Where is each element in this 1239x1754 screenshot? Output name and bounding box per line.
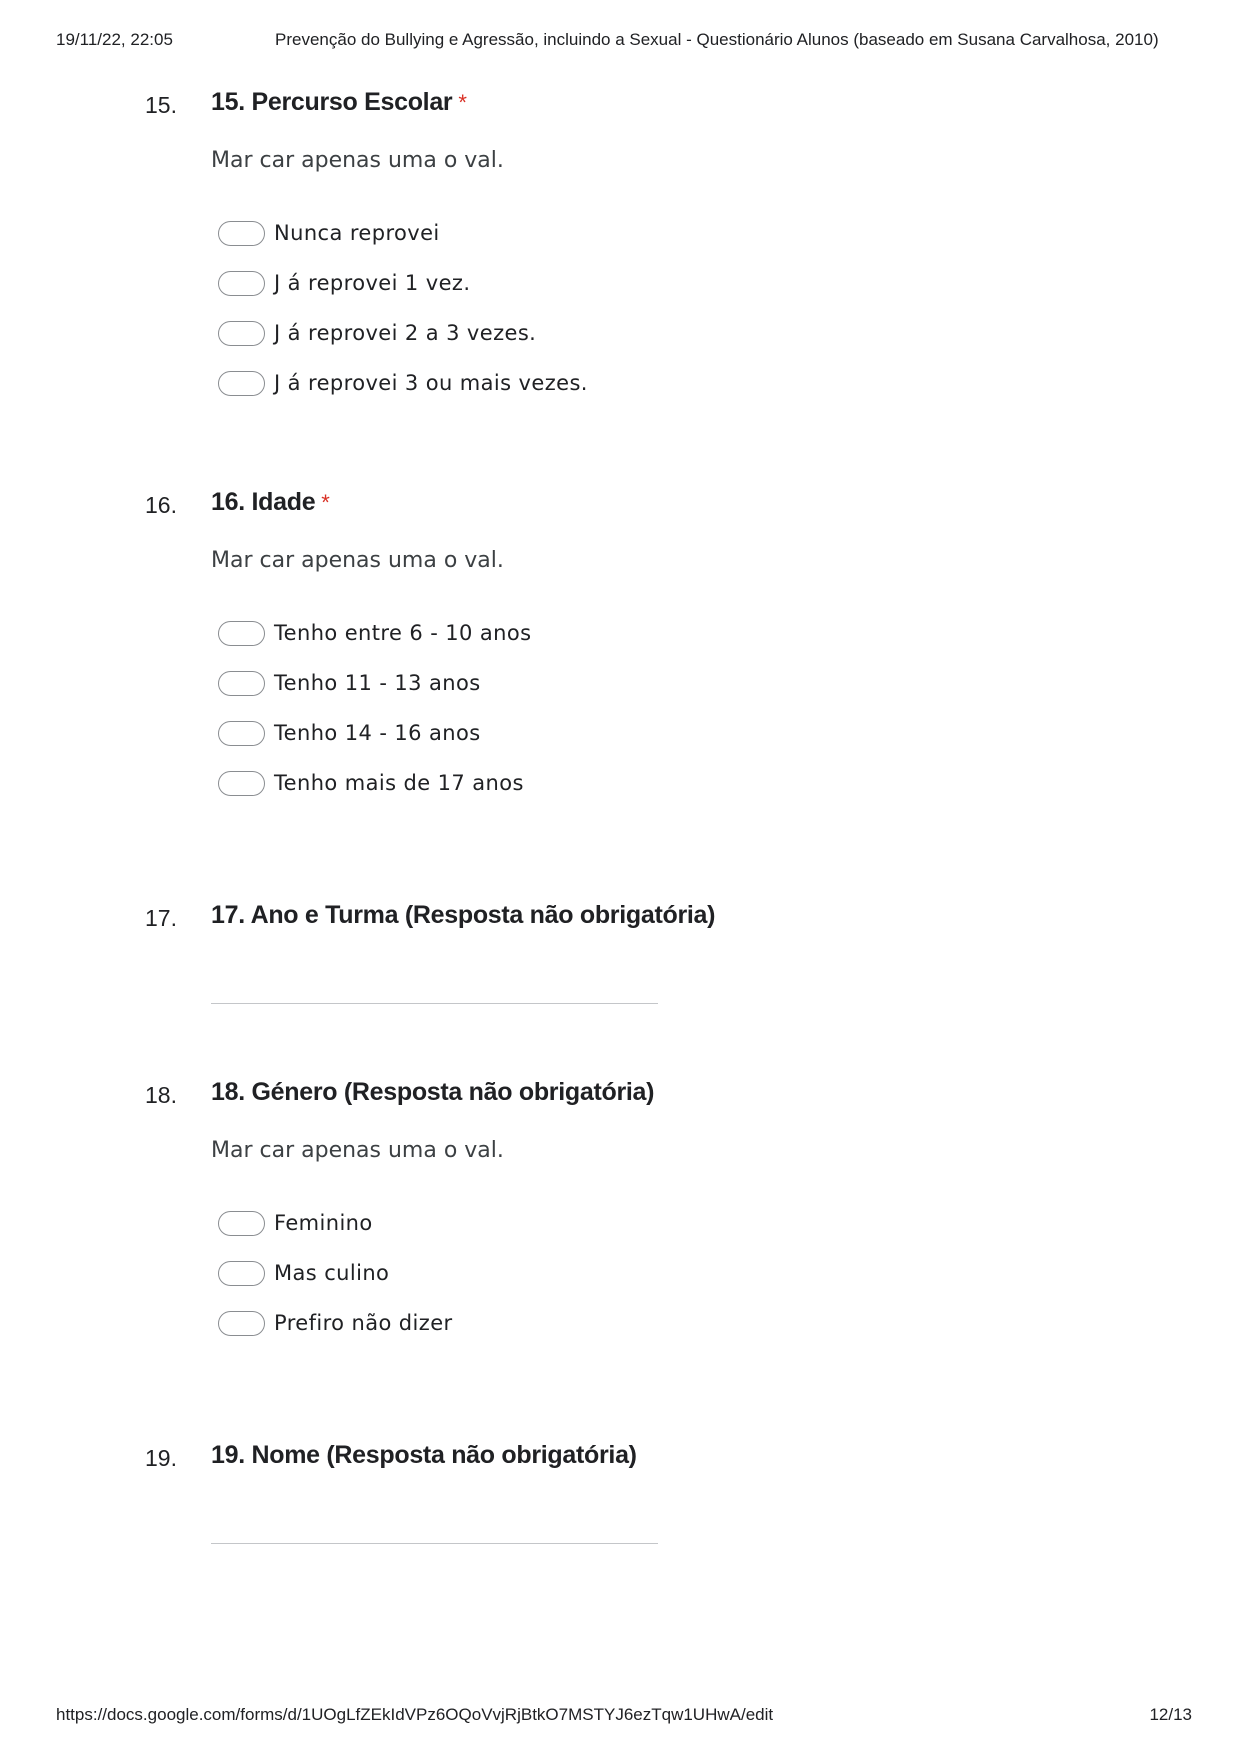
question-number: 18.: [145, 1082, 177, 1108]
radio-button[interactable]: [218, 321, 265, 346]
option-label: Mas culino: [274, 1261, 390, 1285]
option-list: [218, 1198, 453, 1348]
option-label: Prefiro não dizer: [274, 1311, 453, 1335]
question-title: 19. Nome (Resposta não obrigatória): [211, 1441, 637, 1469]
question-number: 17.: [145, 905, 177, 931]
option-item[interactable]: [218, 358, 588, 408]
radio-button[interactable]: [218, 1211, 265, 1236]
question-title: 17. Ano e Turma (Resposta não obrigatória): [211, 901, 716, 929]
question-hint: Mar car apenas uma o val.: [211, 148, 504, 173]
question-hint: Mar car apenas uma o val.: [211, 548, 504, 573]
option-item[interactable]: [218, 1198, 453, 1248]
required-asterisk: *: [321, 490, 330, 515]
footer-url: https://docs.google.com/forms/d/1UOgLfZEkIdVPz6OQoVvjRjBtkO7MSTYJ6ezTqw1UHwA/edit: [56, 1705, 774, 1724]
option-label: Tenho 14 - 16 anos: [274, 721, 481, 745]
option-item[interactable]: [218, 1298, 453, 1348]
short-answer-field[interactable]: [211, 1003, 658, 1004]
option-label: J á reprovei 2 a 3 vezes.: [274, 321, 537, 345]
question-title: 18. Género (Resposta não obrigatória): [211, 1078, 655, 1106]
option-item[interactable]: [218, 758, 531, 808]
question-title: 15. Percurso Escolar *: [211, 88, 467, 116]
option-item[interactable]: [218, 1248, 453, 1298]
option-label: Tenho mais de 17 anos: [274, 771, 524, 795]
radio-button[interactable]: [218, 1311, 265, 1336]
option-label: Feminino: [274, 1211, 373, 1235]
option-item[interactable]: [218, 208, 588, 258]
radio-button[interactable]: [218, 371, 265, 396]
option-list: [218, 608, 531, 808]
question-number: 19.: [145, 1445, 177, 1471]
radio-button[interactable]: [218, 271, 265, 296]
option-label: Tenho 11 - 13 anos: [274, 671, 481, 695]
option-label: J á reprovei 3 ou mais vezes.: [274, 371, 588, 395]
option-item[interactable]: [218, 308, 588, 358]
required-asterisk: *: [458, 90, 467, 115]
radio-button[interactable]: [218, 771, 265, 796]
question-number: 16.: [145, 492, 177, 518]
option-label: Tenho entre 6 - 10 anos: [274, 621, 532, 645]
page-number: 12/13: [1149, 1705, 1192, 1724]
question-hint: Mar car apenas uma o val.: [211, 1138, 504, 1163]
option-label: J á reprovei 1 vez.: [274, 271, 471, 295]
radio-button[interactable]: [218, 221, 265, 246]
radio-button[interactable]: [218, 621, 265, 646]
option-label: Nunca reprovei: [274, 221, 440, 245]
radio-button[interactable]: [218, 1261, 265, 1286]
option-item[interactable]: [218, 658, 531, 708]
question-title: 16. Idade *: [211, 488, 330, 516]
option-item[interactable]: [218, 708, 531, 758]
question-number: 15.: [145, 92, 177, 118]
short-answer-field[interactable]: [211, 1543, 658, 1544]
option-item[interactable]: [218, 608, 531, 658]
header-datetime: 19/11/22, 22:05: [56, 30, 173, 49]
option-list: [218, 208, 588, 408]
option-item[interactable]: [218, 258, 588, 308]
radio-button[interactable]: [218, 721, 265, 746]
header-title: Prevenção do Bullying e Agressão, incluindo a Sexual - Questionário Alunos (baseado em Susana Carvalhosa, 2010): [275, 30, 1159, 49]
radio-button[interactable]: [218, 671, 265, 696]
